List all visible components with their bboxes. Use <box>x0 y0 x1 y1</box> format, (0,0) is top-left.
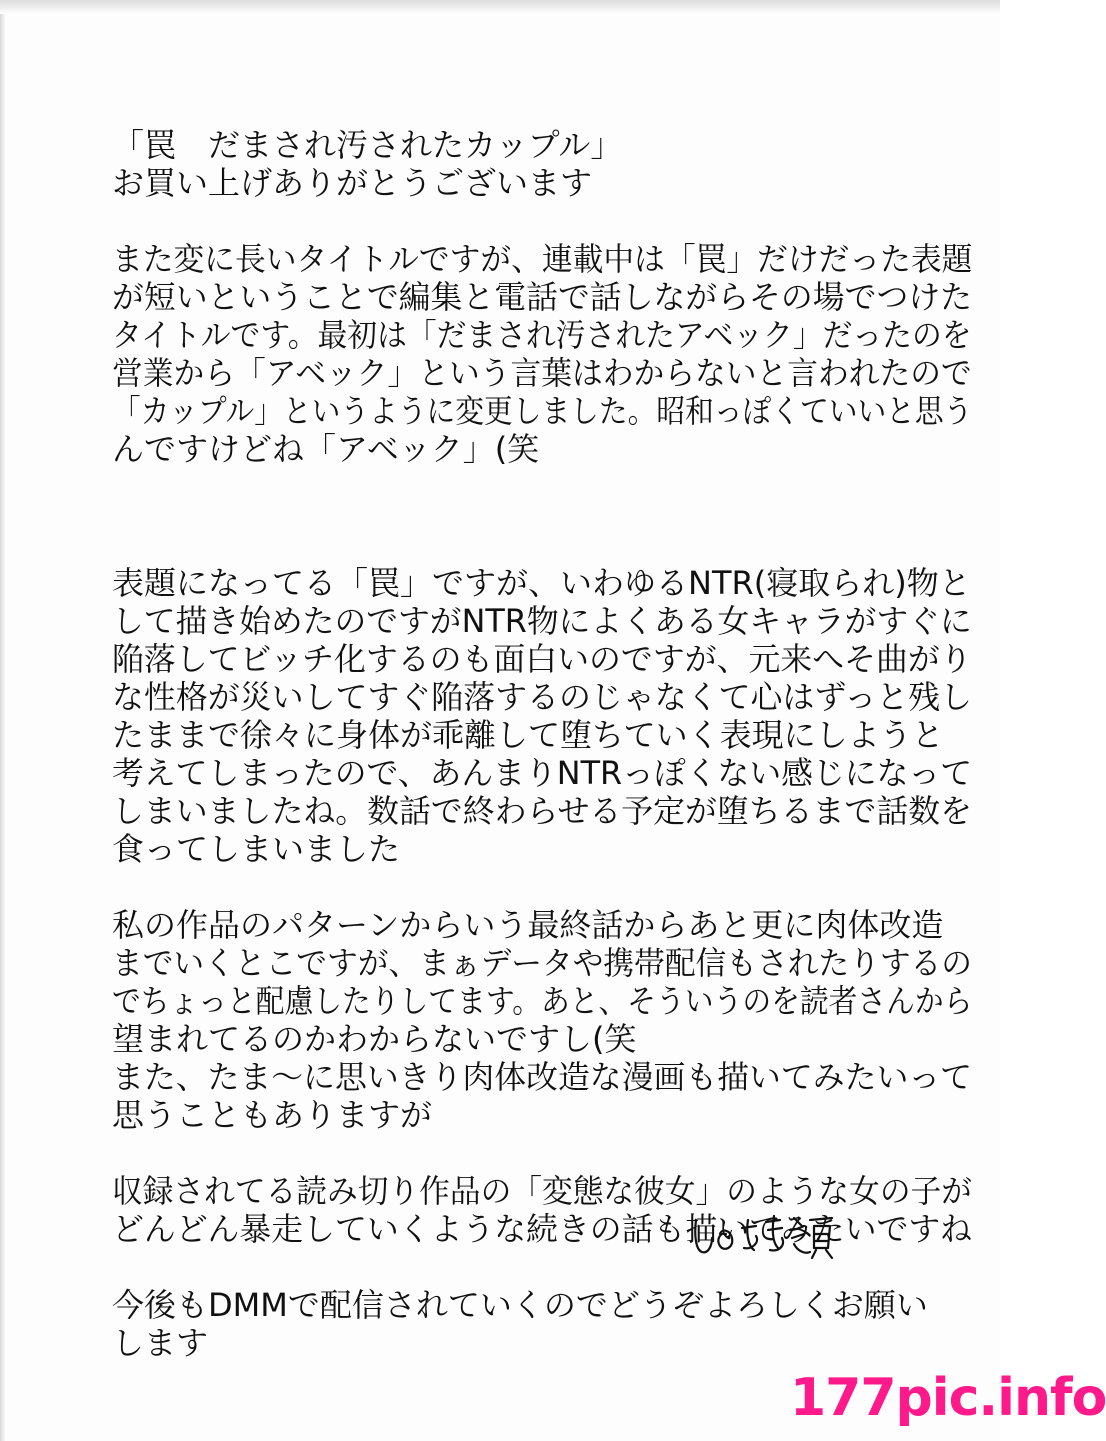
paragraph-pattern <box>112 906 972 1134</box>
title-block <box>112 126 972 202</box>
text-line: タイトルです。最初は「だまされ汚されたアベック」だったのを <box>112 316 972 354</box>
text-line: また変に長いタイトルですが、連載中は「罠」だけだった表題 <box>112 240 973 278</box>
text-line: な性格が災いしてすぐ陥落するのじゃなくて心はずっと残し <box>112 678 973 716</box>
text-line: でちょっと配慮したりしてます。あと、そういうのを読者さんから <box>112 982 973 1020</box>
afterword-text <box>112 126 972 1362</box>
text-line: が短いということで編集と電話で話しながらその場でつけた <box>112 278 973 316</box>
text-line: 今後もDMMで配信されていくのでどうぞよろしくお願い <box>112 1286 928 1324</box>
text-line: 営業から「アベック」という言葉はわからないと言われたので <box>112 354 972 392</box>
title-line: 「罠 だまされ汚されたカップル」 <box>112 126 623 164</box>
text-line: 表題になってる「罠」ですが、いわゆるNTR(寝取られ)物と <box>112 564 971 602</box>
site-watermark: 177pic.info <box>790 1368 1106 1428</box>
thanks-line: お買い上げありがとうございます <box>112 164 593 202</box>
text-line: 私の作品のパターンからいう最終話からあと更に肉体改造 <box>112 906 944 944</box>
text-line: 陥落してビッチ化するのも面白いのですが、元来へそ曲がり <box>112 640 972 678</box>
text-line: します <box>112 1324 209 1362</box>
text-line: 食ってしまいました <box>112 830 401 868</box>
text-line: 収録されてる読み切り作品の「変態な彼女」のような女の子が <box>112 1172 972 1210</box>
text-line: たままで徐々に身体が乖離して堕ちていく表現にしようと <box>112 716 944 754</box>
text-line: 「カップル」というように変更しました。昭和っぽくていいと思う <box>112 392 973 430</box>
page-edge-shadow-left <box>0 0 6 1441</box>
text-line: また、たま～に思いきり肉体改造な漫画も描いてみたいって <box>112 1058 973 1096</box>
paragraph-closing <box>112 1286 972 1362</box>
text-line: 望まれてるのかわからないですし(笑 <box>112 1020 637 1058</box>
paragraph-title-origin <box>112 240 972 468</box>
text-line: んですけどね「アベック」(笑 <box>112 430 540 468</box>
text-line: 考えてしまったので、あんまりNTRっぽくない感じになって <box>112 754 973 792</box>
paragraph-ntr <box>112 564 972 868</box>
page-edge-shadow-top <box>0 0 1000 14</box>
text-line: までいくとこですが、まぁデータや携帯配信もされたりするの <box>112 944 972 982</box>
paragraph-oneshot <box>112 1172 972 1248</box>
text-line: 思うこともありますが <box>112 1096 433 1134</box>
author-signature <box>690 1212 840 1260</box>
text-line: しまいましたね。数話で終わらせる予定が堕ちるまで話数を <box>112 792 973 830</box>
text-line: どんどん暴走していくような続きの話も描いてみたいですね <box>112 1210 973 1248</box>
text-line: して描き始めたのですがNTR物によくある女キャラがすぐに <box>112 602 972 640</box>
